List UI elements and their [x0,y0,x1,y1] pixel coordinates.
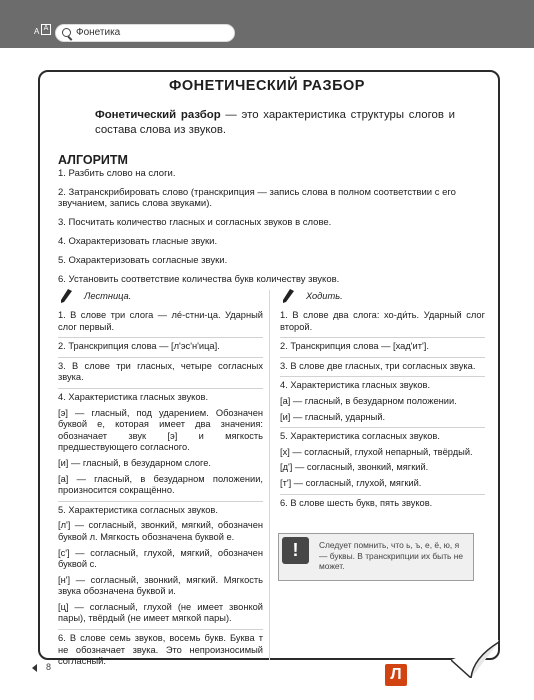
exclamation-icon: ! [282,537,309,564]
publisher-logo: Л [385,664,407,686]
right-item: 1. В слове два слога: хо-ди́ть. Ударный слог второй. [280,310,485,332]
left-item: 1. В слове три слога — ле́-стни-ца. Ударный слог первый. [58,310,263,332]
left-item: 3. В слове три гласных, четыре согласных звука. [58,357,263,384]
right-item: 6. В слове шесть букв, пять звуков. [280,494,485,510]
left-item: [н'] — согласный, звонкий, мягкий. Мягкость звука обозначена буквой и. [58,574,263,597]
right-item: [и] — гласный, ударный. [280,411,386,422]
example-left-title: Лестница. [84,291,132,301]
step-4: 4. Охарактеризовать гласные звуки. [58,236,218,247]
step-1: 1. Разбить слово на слоги. [58,168,176,179]
right-item: [т'] — согласный, глухой, мягкий. [280,477,422,488]
left-item: [а] — гласный, в безударном положении, произносится сокращённо. [58,473,263,496]
prev-page-icon[interactable] [32,664,37,672]
left-item: [с'] — согласный, глухой, мягкий, обозначен буквой с. [58,547,263,570]
right-item: 4. Характеристика гласных звуков. [280,376,485,392]
note-text: Следует помнить, что ь, ъ, е, ё, ю, я — буквы. В транскрипции их быть не может. [319,540,463,571]
pen-icon [60,289,72,303]
intro-paragraph [95,108,455,138]
left-item: 2. Транскрипция слова — [л'эс'н'ица]. [58,337,263,353]
example-right [280,289,485,513]
page-footer [32,662,51,672]
right-item: [х] — согласный, глухой непарный, твёрдый. [280,446,473,457]
right-item: 3. В слове две гласных, три согласных звука. [280,357,485,373]
left-item: [л'] — согласный, звонкий, мягкий, обозначен буквой л. Мягкость обозначена буквой е. [58,520,263,542]
left-item: [э] — гласный, под ударением. Обозначен буквой е, которая имеет два значения: обозначает звук [э] и мягкость предшествующего согласного. [58,407,263,453]
example-left [58,289,263,672]
right-item: 2. Транскрипция слова — [хад'ит']. [280,337,485,353]
algorithm-heading: АЛГОРИТМ [58,153,128,167]
note-box [278,533,474,581]
left-item: 4. Характеристика гласных звуков. [58,388,263,404]
step-5: 5. Охарактеризовать согласные звуки. [58,255,228,266]
right-item: [а] — гласный, в безударном положении. [280,395,457,406]
left-item: [ц] — согласный, глухой (не имеет звонкой пары), твёрдый (не имеет мягкой пары). [58,601,263,624]
left-item: 6. В слове семь звуков, восемь букв. Буква т не обозначает звука. Это непроизносимый согласный. [58,629,263,668]
right-item: [д'] — согласный, звонкий, мягкий. [280,462,429,473]
algorithm-steps [58,168,458,293]
left-item: [и] — гласный, в безударном слоге. [58,457,211,468]
step-6: 6. Установить соответствие количества букв количеству звуков. [58,274,340,285]
intro-term: Фонетический разбор [95,109,221,121]
top-toolbar [0,0,534,48]
search-icon [62,28,71,37]
right-item: 5. Характеристика согласных звуков. [280,427,485,443]
left-item: 5. Характеристика согласных звуков. [58,501,263,517]
step-3: 3. Посчитать количество гласных и согласных звуков в слове. [58,217,332,228]
search-value: Фонетика [76,27,121,38]
step-2: 2. Затранскрибировать слово (транскрипция — запись слова в полном соответствии с его звучанием, запись слова звуками). [58,187,456,209]
pen-icon [282,289,294,303]
example-right-title: Ходить. [306,291,343,301]
page-title: ФОНЕТИЧЕСКИЙ РАЗБОР [169,78,365,94]
page-number: 8 [46,662,52,672]
column-divider [269,290,270,660]
font-size-icon[interactable]: A A [34,24,50,40]
intro-text: — это характеристика структуры слогов и состава слова из звуков. [95,109,455,136]
page-curl [451,640,499,678]
search-input[interactable] [55,24,235,42]
